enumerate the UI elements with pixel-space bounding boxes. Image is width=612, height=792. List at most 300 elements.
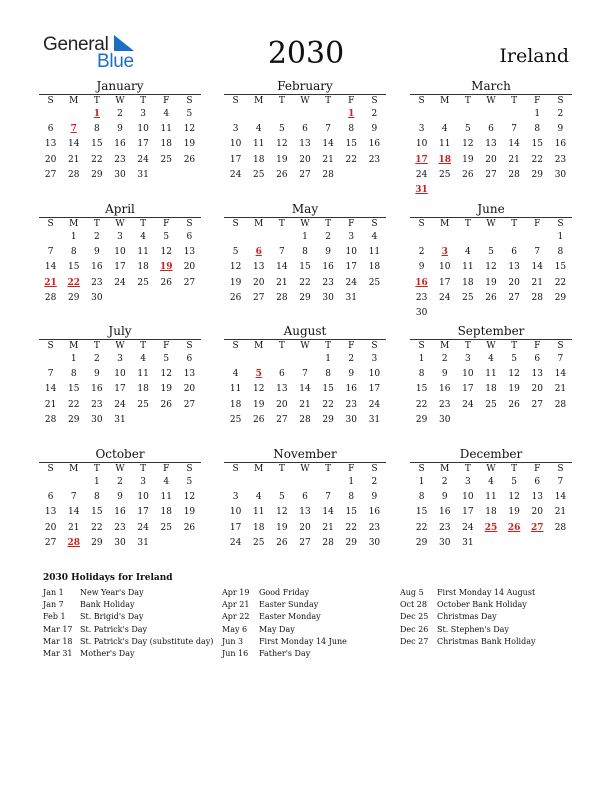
day-cell: 14 bbox=[44, 384, 57, 395]
weekday-header: F bbox=[534, 219, 541, 229]
weekday-header: S bbox=[186, 464, 193, 474]
holiday-item bbox=[43, 648, 213, 660]
day-cell: 6 bbox=[186, 354, 193, 364]
day-cell: 26 bbox=[183, 154, 196, 165]
weekday-header: T bbox=[511, 219, 518, 229]
day-cell: 2 bbox=[348, 354, 355, 364]
day-cell: 19 bbox=[276, 154, 288, 165]
day-cell: 22 bbox=[322, 399, 334, 410]
empty-cell bbox=[224, 352, 247, 367]
weekday-header: F bbox=[534, 96, 541, 106]
day-cell: 8 bbox=[93, 124, 100, 135]
holiday-name: Christmas Day bbox=[437, 612, 497, 622]
holiday-item bbox=[43, 636, 213, 648]
day-cell: 7 bbox=[47, 369, 54, 380]
day-cell: 9 bbox=[93, 369, 100, 380]
day-cell: 21 bbox=[299, 399, 311, 410]
holiday-date: Jun 16 bbox=[222, 648, 249, 658]
day-cell: 7 bbox=[511, 124, 517, 135]
empty-cell bbox=[503, 230, 526, 245]
day-cell: 16 bbox=[368, 139, 381, 150]
empty-cell bbox=[39, 352, 62, 367]
day-cell: 9 bbox=[93, 247, 100, 258]
day-grid bbox=[39, 95, 201, 183]
holiday-day-cell: 21 bbox=[44, 277, 57, 288]
day-cell: 21 bbox=[322, 522, 334, 533]
weekday-header: S bbox=[371, 341, 378, 351]
weekday-header: F bbox=[348, 341, 355, 351]
empty-cell bbox=[270, 230, 293, 245]
day-cell: 6 bbox=[511, 247, 517, 258]
weekday-header: M bbox=[254, 464, 264, 474]
holiday-item bbox=[43, 599, 213, 611]
day-cell: 17 bbox=[137, 507, 149, 518]
empty-cell bbox=[224, 475, 247, 490]
day-cell: 29 bbox=[415, 414, 428, 425]
day-cell: 5 bbox=[163, 232, 170, 242]
day-grid bbox=[39, 340, 201, 428]
empty-cell bbox=[293, 475, 316, 490]
day-grid bbox=[224, 463, 386, 551]
month-december bbox=[410, 447, 572, 551]
day-cell: 12 bbox=[462, 139, 474, 150]
day-cell: 31 bbox=[345, 292, 357, 303]
day-cell: 12 bbox=[160, 369, 172, 380]
empty-cell bbox=[270, 352, 293, 367]
day-cell: 22 bbox=[91, 522, 103, 533]
holiday-name: Mother's Day bbox=[80, 648, 135, 658]
holiday-item bbox=[222, 599, 347, 611]
day-cell: 16 bbox=[554, 139, 567, 150]
day-cell: 2 bbox=[557, 109, 564, 119]
day-cell: 27 bbox=[44, 537, 57, 548]
day-cell: 12 bbox=[183, 124, 196, 135]
holiday-day-cell: 6 bbox=[255, 247, 262, 258]
day-cell: 17 bbox=[368, 384, 381, 395]
empty-cell bbox=[456, 107, 479, 122]
day-cell: 12 bbox=[276, 139, 288, 150]
day-cell: 23 bbox=[91, 277, 103, 288]
weekday-header: T bbox=[278, 219, 285, 229]
holiday-item bbox=[222, 624, 347, 636]
day-cell: 5 bbox=[511, 477, 517, 487]
day-cell: 31 bbox=[368, 414, 381, 425]
day-cell: 25 bbox=[160, 154, 172, 165]
day-cell: 13 bbox=[299, 139, 311, 150]
empty-cell bbox=[224, 230, 247, 245]
day-cell: 10 bbox=[415, 139, 428, 150]
day-cell: 15 bbox=[531, 139, 543, 150]
day-cell: 4 bbox=[255, 124, 262, 135]
day-cell: 2 bbox=[371, 109, 378, 119]
day-cell: 17 bbox=[438, 277, 451, 288]
day-cell: 14 bbox=[554, 492, 567, 503]
holiday-day-cell: 28 bbox=[67, 537, 80, 548]
day-cell: 28 bbox=[322, 537, 334, 548]
day-cell: 11 bbox=[160, 124, 172, 135]
day-cell: 22 bbox=[415, 399, 428, 410]
day-cell: 15 bbox=[345, 139, 357, 150]
day-cell: 16 bbox=[91, 262, 103, 273]
day-cell: 20 bbox=[183, 384, 196, 395]
day-cell: 13 bbox=[531, 369, 543, 380]
weekday-header: S bbox=[557, 341, 564, 351]
weekday-header: T bbox=[464, 464, 471, 474]
day-cell: 14 bbox=[67, 507, 80, 518]
day-cell: 9 bbox=[371, 492, 378, 503]
day-cell: 10 bbox=[462, 492, 474, 503]
day-cell: 12 bbox=[276, 507, 288, 518]
holiday-date: Dec 26 bbox=[400, 624, 429, 634]
holiday-date: Apr 19 bbox=[222, 588, 250, 597]
holiday-name: First Monday 14 June bbox=[259, 636, 347, 646]
day-cell: 20 bbox=[44, 154, 57, 165]
weekday-header: T bbox=[511, 96, 518, 106]
day-cell: 27 bbox=[183, 399, 196, 410]
day-cell: 6 bbox=[278, 369, 285, 380]
day-cell: 14 bbox=[508, 139, 520, 150]
day-cell: 29 bbox=[345, 537, 357, 548]
day-cell: 7 bbox=[278, 247, 285, 258]
day-cell: 30 bbox=[554, 169, 567, 180]
day-grid bbox=[224, 95, 386, 183]
day-cell: 2 bbox=[441, 477, 448, 487]
month-september bbox=[410, 324, 572, 428]
weekday-header: M bbox=[440, 464, 450, 474]
day-cell: 20 bbox=[485, 154, 497, 165]
day-cell: 28 bbox=[508, 169, 520, 180]
empty-cell bbox=[62, 475, 85, 490]
weekday-header: S bbox=[557, 96, 564, 106]
day-cell: 20 bbox=[299, 522, 311, 533]
day-grid bbox=[410, 95, 572, 198]
holiday-name: St. Patrick's Day (substitute day) bbox=[80, 636, 214, 646]
day-cell: 25 bbox=[160, 522, 172, 533]
empty-cell bbox=[270, 107, 293, 122]
day-cell: 9 bbox=[371, 124, 378, 135]
holiday-date: Jan 1 bbox=[43, 588, 64, 597]
weekday-header: F bbox=[348, 219, 355, 229]
day-cell: 9 bbox=[557, 124, 564, 135]
day-cell: 26 bbox=[252, 414, 265, 425]
day-cell: 29 bbox=[531, 169, 543, 180]
day-cell: 4 bbox=[163, 477, 170, 487]
weekday-header: W bbox=[115, 96, 125, 106]
day-cell: 19 bbox=[252, 399, 265, 410]
day-cell: 14 bbox=[554, 369, 567, 380]
holiday-item bbox=[222, 636, 347, 648]
day-cell: 24 bbox=[462, 522, 474, 533]
day-cell: 19 bbox=[462, 154, 474, 165]
day-cell: 1 bbox=[302, 232, 308, 242]
holiday-day-cell: 26 bbox=[507, 522, 521, 533]
day-cell: 21 bbox=[67, 154, 80, 165]
holiday-date: Dec 27 bbox=[400, 636, 429, 646]
weekday-header: M bbox=[69, 96, 79, 106]
day-cell: 15 bbox=[299, 262, 311, 273]
holiday-item bbox=[43, 587, 213, 599]
day-cell: 7 bbox=[325, 124, 331, 135]
day-cell: 28 bbox=[322, 169, 334, 180]
day-cell: 24 bbox=[462, 399, 474, 410]
day-cell: 16 bbox=[368, 507, 381, 518]
day-cell: 30 bbox=[438, 537, 451, 548]
day-cell: 12 bbox=[229, 262, 242, 273]
weekday-header: S bbox=[232, 96, 239, 106]
day-cell: 20 bbox=[183, 262, 196, 273]
day-cell: 3 bbox=[464, 354, 471, 364]
day-cell: 21 bbox=[276, 277, 288, 288]
month-title: April bbox=[105, 202, 135, 216]
day-cell: 2 bbox=[371, 477, 378, 487]
day-cell: 28 bbox=[299, 414, 311, 425]
weekday-header: S bbox=[232, 219, 239, 229]
day-cell: 23 bbox=[91, 399, 103, 410]
logo-blue-text: Blue bbox=[97, 51, 134, 72]
holiday-day-cell: 1 bbox=[348, 109, 355, 119]
day-cell: 15 bbox=[554, 262, 567, 273]
weekday-header: W bbox=[115, 219, 125, 229]
day-cell: 19 bbox=[160, 384, 172, 395]
year-title: 2030 bbox=[267, 36, 345, 71]
day-cell: 20 bbox=[252, 277, 265, 288]
day-cell: 22 bbox=[531, 154, 543, 165]
day-cell: 3 bbox=[348, 232, 355, 242]
day-cell: 28 bbox=[67, 169, 80, 180]
day-cell: 21 bbox=[44, 399, 57, 410]
day-cell: 18 bbox=[137, 262, 149, 273]
day-cell: 22 bbox=[345, 154, 357, 165]
day-cell: 16 bbox=[114, 507, 126, 518]
weekday-header: S bbox=[186, 219, 193, 229]
day-cell: 14 bbox=[299, 384, 311, 395]
weekday-header: T bbox=[93, 219, 100, 229]
day-cell: 21 bbox=[554, 507, 567, 518]
day-cell: 8 bbox=[70, 369, 77, 380]
day-cell: 26 bbox=[462, 169, 474, 180]
holiday-day-cell: 22 bbox=[67, 277, 80, 288]
day-cell: 4 bbox=[371, 232, 378, 242]
day-cell: 9 bbox=[441, 492, 448, 503]
day-cell: 7 bbox=[70, 492, 77, 503]
holiday-date: Mar 18 bbox=[43, 636, 73, 646]
day-cell: 28 bbox=[44, 292, 57, 303]
holiday-day-cell: 31 bbox=[415, 184, 428, 195]
day-cell: 30 bbox=[438, 414, 451, 425]
weekday-header: S bbox=[186, 341, 193, 351]
holiday-name: Good Friday bbox=[259, 588, 310, 597]
holiday-name: Easter Sunday bbox=[259, 600, 319, 610]
day-cell: 18 bbox=[137, 384, 149, 395]
day-cell: 16 bbox=[438, 384, 451, 395]
weekday-header: M bbox=[440, 341, 450, 351]
day-cell: 13 bbox=[183, 247, 196, 258]
weekday-header: S bbox=[47, 219, 54, 229]
day-cell: 26 bbox=[160, 399, 172, 410]
day-cell: 29 bbox=[322, 414, 334, 425]
day-cell: 19 bbox=[485, 277, 497, 288]
day-grid bbox=[410, 340, 572, 428]
holiday-column bbox=[222, 587, 347, 660]
weekday-header: S bbox=[47, 464, 54, 474]
holiday-item bbox=[43, 611, 213, 623]
day-cell: 16 bbox=[114, 139, 126, 150]
day-cell: 8 bbox=[348, 124, 355, 135]
month-title: October bbox=[95, 447, 145, 461]
day-cell: 13 bbox=[299, 507, 311, 518]
day-grid bbox=[224, 218, 386, 306]
day-cell: 28 bbox=[44, 414, 57, 425]
day-cell: 27 bbox=[485, 169, 497, 180]
holiday-item bbox=[222, 587, 347, 599]
day-cell: 28 bbox=[531, 292, 543, 303]
weekday-header: F bbox=[534, 464, 541, 474]
day-cell: 16 bbox=[438, 507, 451, 518]
day-cell: 22 bbox=[91, 154, 103, 165]
day-cell: 26 bbox=[160, 277, 172, 288]
weekday-header: F bbox=[163, 219, 170, 229]
day-cell: 13 bbox=[44, 139, 57, 150]
day-cell: 7 bbox=[325, 492, 331, 503]
day-cell: 16 bbox=[91, 384, 103, 395]
day-cell: 11 bbox=[438, 139, 451, 150]
day-cell: 1 bbox=[348, 477, 355, 487]
day-cell: 18 bbox=[485, 507, 497, 518]
day-cell: 20 bbox=[276, 399, 288, 410]
day-cell: 15 bbox=[91, 139, 103, 150]
holiday-name: Easter Monday bbox=[259, 612, 321, 622]
holiday-name: St. Patrick's Day bbox=[80, 624, 148, 634]
empty-cell bbox=[39, 107, 62, 122]
holiday-item bbox=[222, 648, 347, 660]
day-cell: 11 bbox=[137, 369, 149, 380]
day-cell: 10 bbox=[114, 369, 126, 380]
holiday-item bbox=[400, 611, 536, 623]
day-cell: 9 bbox=[441, 369, 448, 380]
day-cell: 30 bbox=[91, 292, 103, 303]
month-title: November bbox=[273, 447, 337, 461]
empty-cell bbox=[247, 352, 270, 367]
weekday-header: F bbox=[348, 96, 355, 106]
day-cell: 27 bbox=[299, 537, 311, 548]
weekday-header: F bbox=[163, 341, 170, 351]
day-cell: 18 bbox=[160, 139, 172, 150]
day-cell: 13 bbox=[485, 139, 497, 150]
day-cell: 30 bbox=[91, 414, 103, 425]
day-cell: 23 bbox=[438, 522, 451, 533]
day-cell: 15 bbox=[322, 384, 334, 395]
holiday-date: Jan 7 bbox=[43, 600, 64, 610]
holiday-item bbox=[400, 636, 536, 648]
holiday-date: Feb 1 bbox=[43, 612, 66, 622]
weekday-header: T bbox=[325, 341, 332, 351]
day-cell: 31 bbox=[462, 537, 474, 548]
day-cell: 11 bbox=[229, 384, 242, 395]
day-cell: 19 bbox=[276, 522, 288, 533]
day-cell: 20 bbox=[44, 522, 57, 533]
holiday-name: New Year's Day bbox=[80, 588, 144, 597]
weekday-header: S bbox=[371, 219, 378, 229]
day-cell: 14 bbox=[322, 139, 334, 150]
weekday-header: W bbox=[115, 341, 125, 351]
day-cell: 8 bbox=[325, 369, 331, 380]
day-cell: 21 bbox=[531, 277, 543, 288]
day-cell: 22 bbox=[345, 522, 357, 533]
day-cell: 15 bbox=[67, 384, 80, 395]
month-march bbox=[410, 79, 572, 198]
month-april bbox=[39, 202, 201, 306]
day-grid bbox=[410, 463, 572, 551]
weekday-header: T bbox=[140, 341, 147, 351]
day-cell: 19 bbox=[183, 507, 196, 518]
holiday-name: October Bank Holiday bbox=[437, 600, 527, 610]
day-cell: 5 bbox=[488, 247, 494, 258]
month-january bbox=[39, 79, 201, 183]
weekday-header: T bbox=[325, 96, 332, 106]
day-cell: 27 bbox=[183, 277, 196, 288]
day-cell: 3 bbox=[140, 477, 146, 487]
weekday-header: T bbox=[93, 341, 100, 351]
day-cell: 29 bbox=[299, 292, 311, 303]
empty-cell bbox=[293, 107, 316, 122]
weekday-header: S bbox=[418, 341, 425, 351]
day-cell: 27 bbox=[44, 169, 57, 180]
holiday-day-cell: 16 bbox=[415, 277, 428, 288]
day-cell: 5 bbox=[232, 247, 239, 258]
day-cell: 25 bbox=[252, 169, 265, 180]
holiday-date: Apr 21 bbox=[222, 600, 250, 610]
day-cell: 3 bbox=[117, 232, 123, 242]
month-october bbox=[39, 447, 201, 551]
holiday-column bbox=[400, 587, 536, 648]
day-cell: 2 bbox=[441, 354, 448, 364]
day-cell: 18 bbox=[368, 262, 381, 273]
day-cell: 6 bbox=[186, 232, 193, 242]
weekday-header: F bbox=[348, 464, 355, 474]
day-cell: 11 bbox=[252, 139, 265, 150]
weekday-header: W bbox=[486, 341, 496, 351]
day-cell: 24 bbox=[137, 154, 149, 165]
empty-cell bbox=[317, 475, 340, 490]
day-cell: 1 bbox=[70, 232, 77, 242]
day-cell: 25 bbox=[137, 399, 149, 410]
day-cell: 13 bbox=[531, 492, 543, 503]
day-cell: 2 bbox=[93, 232, 100, 242]
holiday-day-cell: 5 bbox=[255, 369, 262, 380]
logo-general-text: General bbox=[43, 34, 109, 55]
holiday-date: May 6 bbox=[222, 624, 248, 634]
weekday-header: T bbox=[511, 464, 518, 474]
day-cell: 24 bbox=[438, 292, 451, 303]
empty-cell bbox=[247, 107, 270, 122]
day-cell: 15 bbox=[67, 262, 80, 273]
empty-cell bbox=[39, 475, 62, 490]
day-cell: 31 bbox=[137, 537, 149, 548]
month-february bbox=[224, 79, 386, 183]
weekday-header: T bbox=[325, 219, 332, 229]
day-cell: 10 bbox=[438, 262, 451, 273]
day-cell: 24 bbox=[345, 277, 357, 288]
day-cell: 13 bbox=[508, 262, 520, 273]
empty-cell bbox=[433, 107, 456, 122]
day-grid bbox=[410, 218, 572, 321]
day-cell: 15 bbox=[415, 384, 428, 395]
month-title: August bbox=[283, 324, 327, 338]
holiday-day-cell: 7 bbox=[70, 124, 77, 135]
day-cell: 14 bbox=[67, 139, 80, 150]
day-cell: 18 bbox=[485, 384, 497, 395]
empty-cell bbox=[456, 230, 479, 245]
